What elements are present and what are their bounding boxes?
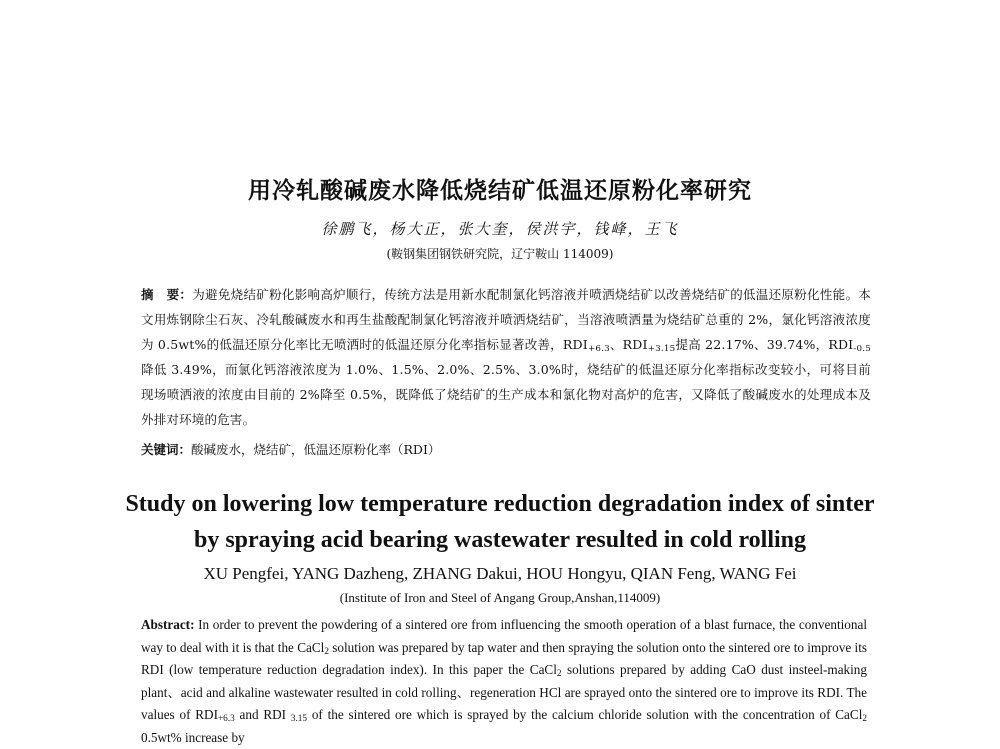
english-abstract-sub: 2 bbox=[556, 668, 562, 678]
english-abstract-sub: +6.3 bbox=[217, 713, 235, 723]
chinese-abstract-text: 提高 22.17%、39.74%，RDI bbox=[675, 337, 854, 352]
english-abstract-sub: 2 bbox=[324, 645, 329, 656]
english-abstract-text: and RDI bbox=[234, 707, 291, 722]
english-title-line: Study on lowering low temperature reduction degradation index of sinter bbox=[125, 491, 875, 517]
english-abstract-text: of the sintered ore which is sprayed by the calcium chloride solution with the concentration of CaCl bbox=[307, 707, 863, 722]
english-title-line: by spraying acid bearing wastewater resulted in cold rolling bbox=[193, 527, 807, 553]
chinese-keywords-label: 关键词： bbox=[141, 442, 192, 457]
chinese-affiliation: (鞍钢集团钢铁研究院，辽宁鞍山 114009) bbox=[386, 247, 614, 261]
chinese-abstract-sub: +6.3 bbox=[587, 344, 610, 354]
english-abstract-text: 0.5wt% increase by bbox=[141, 729, 245, 745]
english-abstract-sub: 3.15 bbox=[290, 713, 308, 723]
english-abstract-label: Abstract: bbox=[141, 617, 195, 632]
english-abstract-text: In order to prevent the powdering of a sintered ore from influencing the smooth operation of a blast furnace, the conventional way to deal with it is that the CaCl bbox=[141, 617, 867, 655]
chinese-abstract-sub: +3.15 bbox=[647, 344, 676, 354]
english-abstract bbox=[141, 614, 867, 749]
english-abstract-text: solution was prepared by tap water and then spraying the solution onto the sintered ore to improve its RDI (low temperature reduction degradation index). In this paper the CaCl bbox=[141, 639, 867, 677]
chinese-abstract-text: 降低 3.49%，而氯化钙溶液浓度为 1.0%、1.5%、2.0%、2.5%、3.0%时，烧结矿的低温还原分化率指标改变较小，可将目前现场喷洒液的浓度由目前的 2%降至 0.5%，既降低了烧结矿的生产成本和氯化物对高炉的危害，又降低了酸碱废水的处理成本及外排对环境的危害。 bbox=[141, 362, 871, 427]
english-title bbox=[0, 486, 1000, 558]
chinese-abstract-label: 摘 要： bbox=[141, 287, 193, 302]
chinese-keywords-text: 酸碱废水，烧结矿，低温还原粉化率（RDI） bbox=[191, 442, 441, 457]
chinese-keywords bbox=[141, 438, 871, 462]
english-abstract-text: solutions prepared by adding CaO dust insteel-making plant、acid and alkaline wastewater resulted in cold rolling、regeneration HCl are sprayed onto the sintered ore to improve its RDI. The values of RDI bbox=[141, 662, 867, 722]
english-abstract-sub: 2 bbox=[862, 713, 867, 723]
english-authors: XU Pengfei, YANG Dazheng, ZHANG Dakui, HOU Hongyu, QIAN Feng, WANG Fei bbox=[203, 564, 797, 583]
chinese-authors: 徐鹏飞，杨大正，张大奎，侯洪宇，钱峰，王飞 bbox=[321, 220, 679, 238]
chinese-abstract bbox=[141, 282, 871, 432]
english-affiliation: (Institute of Iron and Steel of Angang Group,Anshan,114009) bbox=[339, 590, 661, 605]
chinese-abstract-text: 、RDI bbox=[609, 337, 648, 352]
chinese-abstract-sub: -0.5 bbox=[853, 344, 871, 354]
chinese-abstract-text: 为避免烧结矿粉化影响高炉顺行，传统方法是用新水配制氯化钙溶液并喷洒烧结矿以改善烧结矿的低温还原粉化性能。本文用炼钢除尘石灰、冷轧酸碱废水和再生盐酸配制氯化钙溶液并喷洒烧结矿，当溶液喷洒量为烧结矿总重的 2%，氯化钙溶液浓度为 0.5wt%的低温还原分化率比无喷洒时的低温还原分化率指标显著改善，RDI bbox=[141, 287, 871, 352]
chinese-title: 用冷轧酸碱废水降低烧结矿低温还原粉化率研究 bbox=[248, 178, 752, 204]
